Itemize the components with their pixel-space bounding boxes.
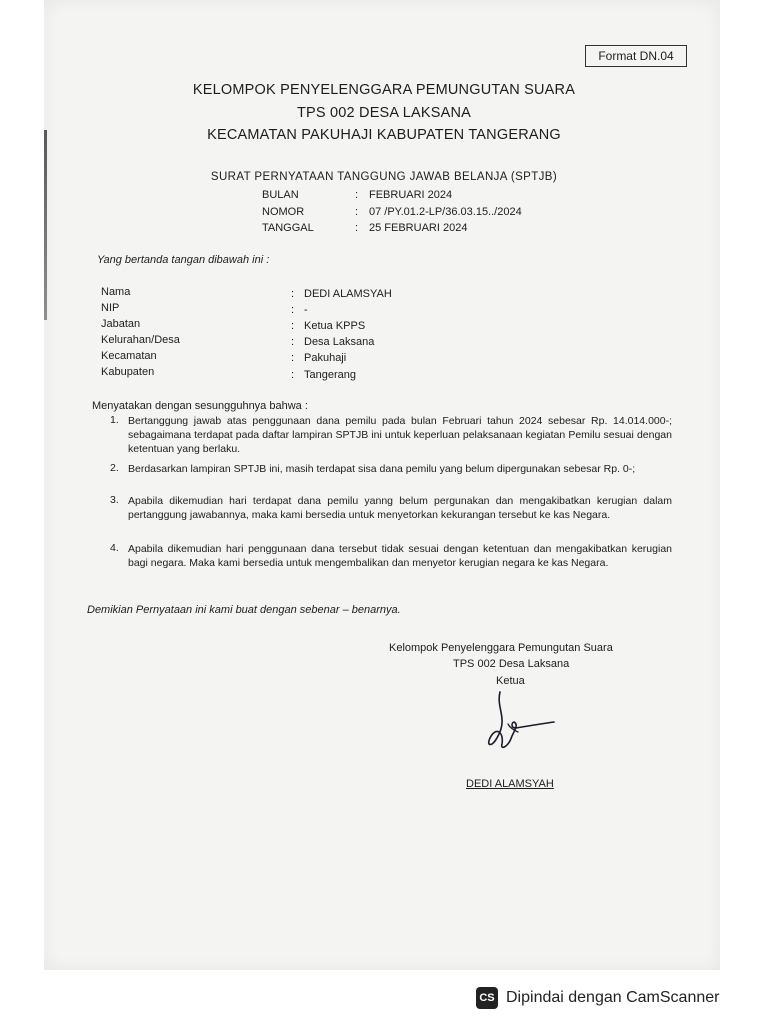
closing-text: Demikian Pernyataan ini kami buat dengan sebenar – benarnya. xyxy=(87,604,401,616)
header-line-3: KECAMATAN PAKUHAJI KABUPATEN TANGERANG xyxy=(207,127,561,143)
page-edge-shadow xyxy=(44,130,47,320)
meta-value-bulan: FEBRUARI 2024 xyxy=(369,189,453,201)
intro-text: Yang bertanda tangan dibawah ini : xyxy=(97,254,270,266)
item-number: 4. xyxy=(110,542,119,554)
item-number: 1. xyxy=(110,414,119,426)
statement-intro: Menyatakan dengan sesungguhnya bahwa : xyxy=(92,400,308,412)
field-colon: : xyxy=(291,336,295,348)
field-label-nip: NIP xyxy=(101,302,120,314)
field-label-jabatan: Jabatan xyxy=(101,318,141,330)
signature-role: Ketua xyxy=(496,675,525,687)
field-value-jabatan: Ketua KPPS xyxy=(304,320,366,332)
field-colon: : xyxy=(291,352,295,364)
watermark-text: Dipindai dengan CamScanner xyxy=(506,989,720,1006)
statement-item-4: Apabila dikemudian hari penggunaan dana tersebut tidak sesuai dengan ketentuan dan mengakibatkan kerugian bagi negara. Maka kami bersedia untuk mengembalikan dan menyetor kerugian negara ke kas Negara. xyxy=(128,543,672,569)
document-page xyxy=(44,0,720,970)
handwritten-signature-icon xyxy=(478,688,568,756)
statement-item-1: Bertanggung jawab atas penggunaan dana pemilu pada bulan Februari tahun 2024 sebesar Rp. 14.014.000-; sebagaimana terdapat pada daftar lampiran SPTJB ini untuk keperluan pelaksanaan kegiatan Pemilu sesuai dengan ketentuan yang berlaku. xyxy=(128,415,672,455)
field-colon: : xyxy=(291,320,295,332)
camscanner-watermark xyxy=(476,984,719,1012)
meta-label-bulan: BULAN xyxy=(262,189,299,201)
field-label-kabupaten: Kabupaten xyxy=(101,366,155,378)
meta-label-nomor: NOMOR xyxy=(262,206,305,218)
meta-colon: : xyxy=(355,206,359,218)
meta-value-tanggal: 25 FEBRUARI 2024 xyxy=(369,222,468,234)
meta-colon: : xyxy=(355,189,359,201)
field-label-kecamatan: Kecamatan xyxy=(101,350,157,362)
signature-org: Kelompok Penyelenggara Pemungutan Suara xyxy=(389,642,613,654)
statement-item-3: Apabila dikemudian hari terdapat dana pemilu yanng belum pergunakan dan mengakibatkan kerugian dalam pertanggung jawabannya, maka kami bersedia untuk menyetorkan kekurangan tersebut ke kas Negara. xyxy=(128,495,672,521)
field-value-kecamatan: Pakuhaji xyxy=(304,352,347,364)
field-value-kelurahan: Desa Laksana xyxy=(304,336,375,348)
field-value-nip: - xyxy=(304,304,308,316)
format-label: Format DN.04 xyxy=(585,45,687,67)
field-colon: : xyxy=(291,304,295,316)
header-line-1: KELOMPOK PENYELENGGARA PEMUNGUTAN SUARA xyxy=(192,82,576,98)
signature-name: DEDI ALAMSYAH xyxy=(466,778,554,790)
letter-title: SURAT PERNYATAAN TANGGUNG JAWAB BELANJA (SPTJB) xyxy=(210,171,558,183)
field-colon: : xyxy=(291,369,295,381)
header-line-2: TPS 002 DESA LAKSANA xyxy=(296,105,472,121)
item-number: 2. xyxy=(110,462,119,474)
meta-label-tanggal: TANGGAL xyxy=(262,222,314,234)
meta-value-nomor: 07 /PY.01.2-LP/36.03.15../2024 xyxy=(369,206,522,218)
field-value-kabupaten: Tangerang xyxy=(304,369,356,381)
statement-item-2: Berdasarkan lampiran SPTJB ini, masih terdapat sisa dana pemilu yang belum dipergunakan sebesar Rp. 0-; xyxy=(128,463,636,475)
camscanner-logo-icon: CS xyxy=(476,987,498,1009)
field-value-nama: DEDI ALAMSYAH xyxy=(304,288,392,300)
item-number: 3. xyxy=(110,494,119,506)
signature-tps: TPS 002 Desa Laksana xyxy=(453,658,570,670)
field-colon: : xyxy=(291,288,295,300)
field-label-nama: Nama xyxy=(101,286,131,298)
meta-colon: : xyxy=(355,222,359,234)
field-label-kelurahan: Kelurahan/Desa xyxy=(101,334,180,346)
